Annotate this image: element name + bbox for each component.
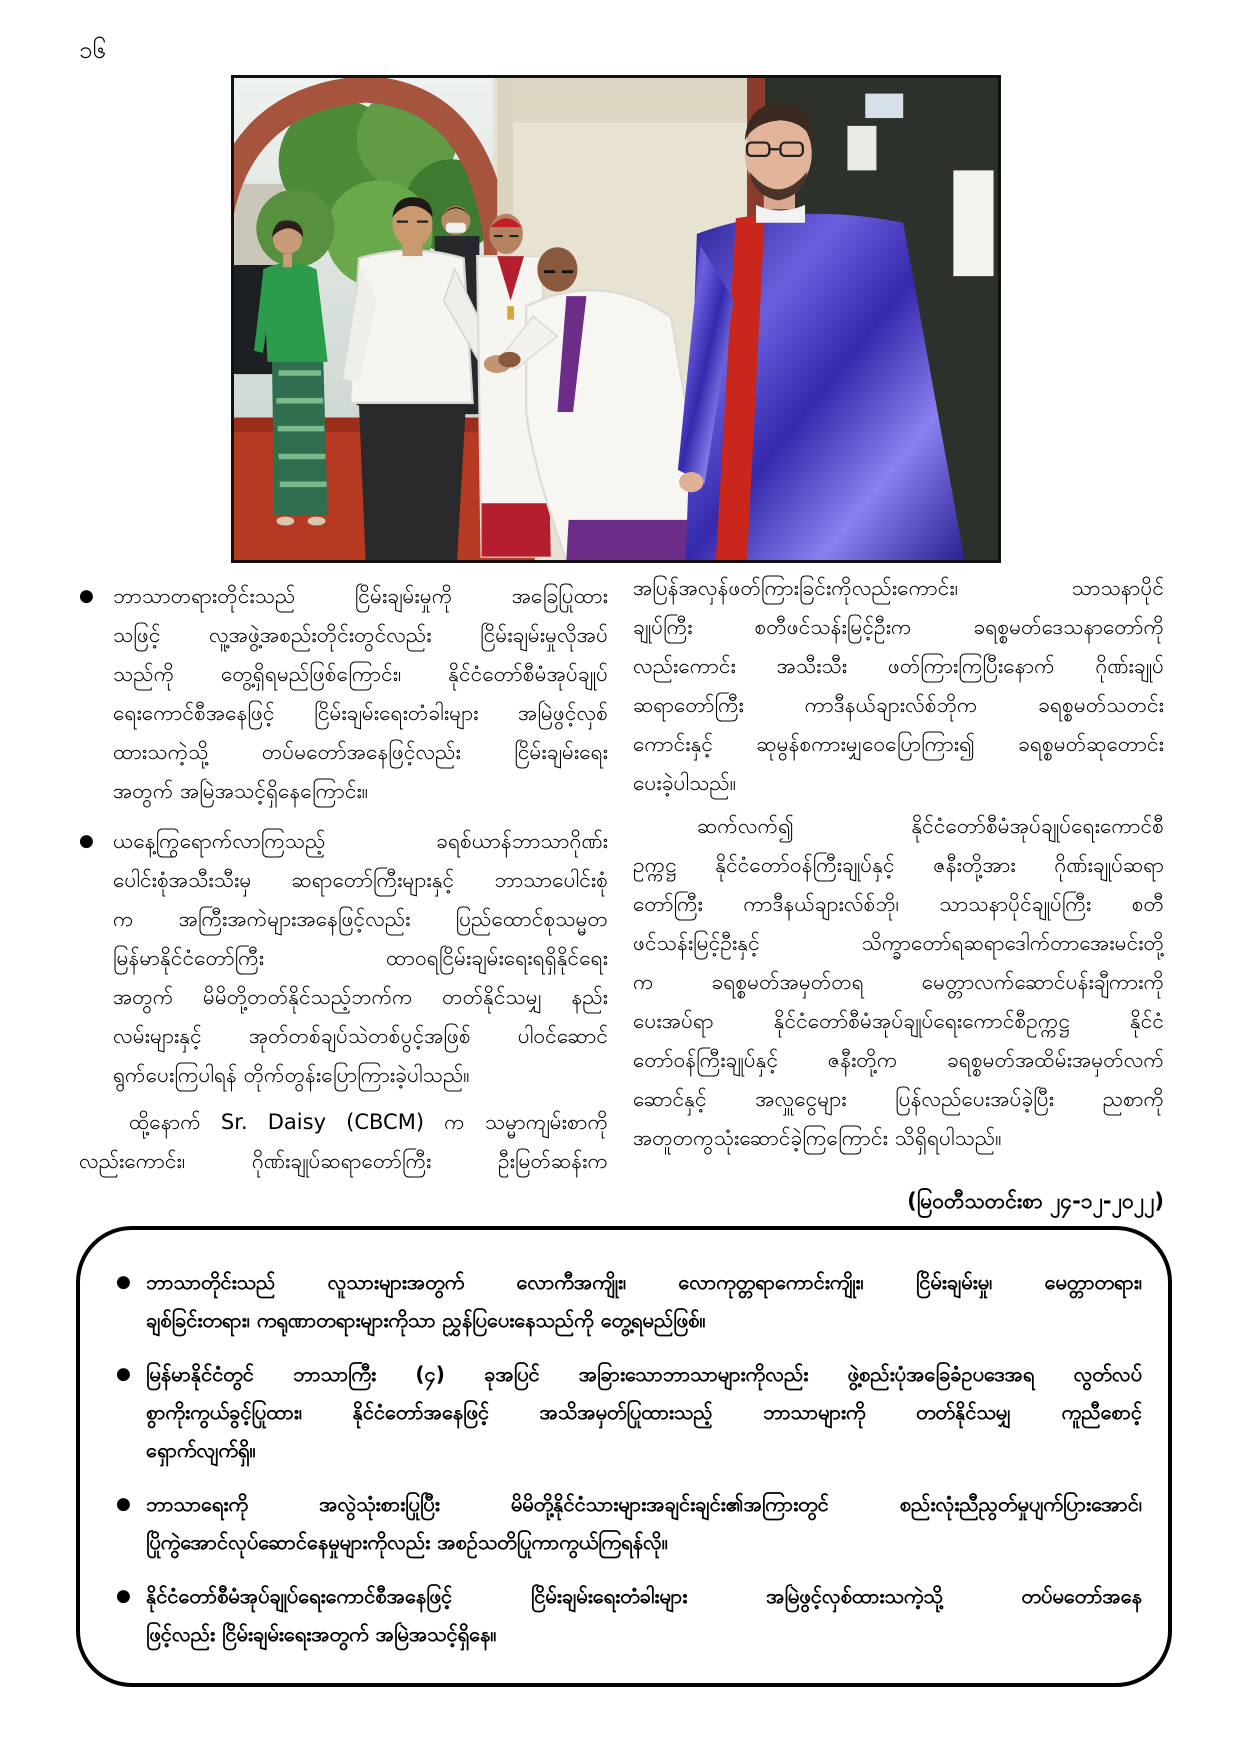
- summary-bullet-item: [116, 1263, 1142, 1339]
- text-line: ပြိုကွဲအောင်လုပ်ဆောင်နေမှုများကိုလည်း အစဉ်သတိပြုကာကွယ်ကြရန်လို။: [146, 1530, 668, 1554]
- bullet-dot-icon: ●: [79, 831, 94, 851]
- text-line: ပေါင်းစုံအသီးသီးမှ ဆရာတော်ကြီးများနှင့် ဘာသာပေါင်းစုံ: [113, 868, 608, 892]
- text-line: ထို့နောက် Sr. Daisy (CBCM) က သမ္မာကျမ်းစာကို: [129, 1110, 608, 1134]
- right-column: [633, 569, 1164, 1158]
- text-line: အတွက် မိမိတို့တတ်နိုင်သည့်ဘက်က တတ်နိုင်သမျှ နည်း: [113, 985, 608, 1009]
- text-line: သဖြင့် လူ့အဖွဲ့အစည်းတိုင်းတွင်လည်း ငြိမ်းချမ်းမှုလိုအပ်: [113, 623, 608, 647]
- text-line: ရွက်ပေးကြပါရန် တိုက်တွန်းပြောကြားခဲ့ပါသည်။: [113, 1063, 470, 1087]
- text-line: အပြန်အလှန်ဖတ်ကြားခြင်းကိုလည်းကောင်း၊ သာသနာပိုင်: [633, 576, 1164, 600]
- text-line: က ခရစ္စမတ်အမှတ်တရ မေတ္တာလက်ဆောင်ပန်းချီကားကို: [633, 970, 1164, 994]
- text-line: ဖြင့်လည်း ငြိမ်းချမ်းရေးအတွက် အမြဲအသင့်ရှိနေ။: [146, 1622, 497, 1646]
- text-line: ဘာသာတရားတိုင်းသည် ငြိမ်းချမ်းမှုကို အခြေပြုထား: [113, 584, 608, 608]
- text-line: တော်ဝန်ကြီးချုပ်နှင့် ဇနီးတို့က ခရစ္စမတ်အထိမ်းအမှတ်လက်: [633, 1048, 1164, 1072]
- text-line: ဖင်သန်းမြင့်ဦးနှင့် သိက္ခာတော်ရဆရာဒေါက်တာအေးမင်းတို့: [633, 931, 1164, 955]
- page-number: ၁၆: [79, 36, 106, 64]
- text-line: ပေးအပ်ရာ နိုင်ငံတော်စီမံအုပ်ချုပ်ရေးကောင်စီဥက္ကဋ္ဌ နိုင်ငံ: [633, 1009, 1164, 1033]
- text-line: ဆက်လက်၍ နိုင်ငံတော်စီမံအုပ်ချုပ်ရေးကောင်စီ: [697, 814, 1164, 838]
- text-line: မြန်မာနိုင်ငံတော်ကြီး ထာဝရငြိမ်းချမ်းရေးရရှိနိုင်ရေး: [113, 946, 608, 970]
- paragraph: [633, 569, 1164, 803]
- summary-box: [76, 1226, 1172, 1687]
- text-line: တော်ကြီး ကာဒီနယ်ချားလ်စ်ဘို၊ သာသနာပိုင်ချုပ်ကြီး စတီ: [633, 892, 1164, 916]
- text-line: မြန်မာနိုင်ငံတွင် ဘာသာကြီး (၄) ခုအပြင် အခြားသောဘာသာများကိုလည်း ဖွဲ့စည်းပုံအခြေခံဥပဒေအရ လွတ်လပ်: [146, 1362, 1142, 1386]
- summary-bullet-item: [116, 1485, 1142, 1561]
- text-line: သည်ကို တွေ့ရှိရမည်ဖြစ်ကြောင်း၊ နိုင်ငံတော်စီမံအုပ်ချုပ်: [113, 662, 608, 686]
- text-line: ရေးကောင်စီအနေဖြင့် ငြိမ်းချမ်းရေးတံခါးများ အမြဲဖွင့်လှစ်: [113, 701, 608, 725]
- paragraph: [633, 807, 1164, 1158]
- text-line: ပေးခဲ့ပါသည်။: [633, 771, 737, 795]
- text-line: က အကြီးအကဲများအနေဖြင့်လည်း ပြည်ထောင်စုသမ္မတ: [113, 907, 608, 931]
- text-line: နိုင်ငံတော်စီမံအုပ်ချုပ်ရေးကောင်စီအနေဖြင့် ငြိမ်းချမ်းရေးတံခါးများ အမြဲဖွင့်လှစ်ထားသကဲ့သို့ တပ်မတော်အနေ: [146, 1584, 1142, 1608]
- news-photo: [231, 75, 1001, 563]
- text-line: အတူတကွသုံးဆောင်ခဲ့ကြကြောင်း သိရှိရပါသည်။: [633, 1126, 1002, 1150]
- text-line: စွာကိုးကွယ်ခွင့်ပြုထား၊ နိုင်ငံတော်အနေဖြင့် အသိအမှတ်ပြုထားသည့် ဘာသာများကို တတ်နိုင်သမျှ ကူညီစောင့်: [146, 1400, 1142, 1424]
- text-line: ယနေ့ကြွရောက်လာကြသည့် ခရစ်ယာန်ဘာသာဂိုဏ်း: [113, 829, 608, 853]
- summary-list: [116, 1263, 1142, 1653]
- summary-bullet-item: [116, 1355, 1142, 1469]
- text-line: လည်းကောင်း၊ ဂိုဏ်းချုပ်ဆရာတော်ကြီး ဦးမြတ်ဆန်းက: [79, 1149, 608, 1173]
- text-line: ကောင်းနှင့် ဆုမွန်စကားမျှဝေပြောကြား၍ ခရစ္စမတ်ဆုတောင်း: [633, 732, 1164, 756]
- text-line: ချစ်ခြင်းတရား၊ ကရုဏာတရားများကိုသာ ညွှန်ပြပေးနေသည်ကို တွေ့ရမည်ဖြစ်။: [146, 1308, 706, 1332]
- bullet-dot-icon: ●: [116, 1272, 131, 1292]
- text-line: ဥက္ကဋ္ဌ နိုင်ငံတော်ဝန်ကြီးချုပ်နှင့် ဇနီးတို့အား ဂိုဏ်းချုပ်ဆရာ: [633, 853, 1164, 877]
- bullet-dot-icon: ●: [116, 1586, 131, 1606]
- summary-bullet-item: [116, 1577, 1142, 1653]
- text-line: ထားသကဲ့သို့ တပ်မတော်အနေဖြင့်လည်း ငြိမ်းချမ်းရေး: [113, 740, 608, 764]
- text-line: ဘာသာရေးကို အလွဲသုံးစားပြုပြီး မိမိတို့နိုင်ငံသားများအချင်းချင်း၏အကြားတွင် စည်းလုံးညီညွတ်မှုပျက်ပြားအောင်၊: [146, 1492, 1142, 1516]
- bullet-dot-icon: ●: [116, 1364, 131, 1384]
- bullet-item: [79, 822, 608, 1095]
- bullet-item: [79, 577, 608, 811]
- text-line: လမ်းများနှင့် အုတ်တစ်ချပ်သဲတစ်ပွင့်အဖြစ် ပါဝင်ဆောင်: [113, 1024, 608, 1048]
- text-line: ချုပ်ကြီး စတီဖင်သန်းမြင့်ဦးက ခရစ္စမတ်ဒေသနာတော်ကို: [633, 615, 1164, 639]
- bullet-dot-icon: ●: [116, 1494, 131, 1514]
- text-line: အတွက် အမြဲအသင့်ရှိနေကြောင်း။: [113, 779, 369, 803]
- left-column: [79, 577, 608, 1181]
- text-line: ဆရာတော်ကြီး ကာဒီနယ်ချားလ်စ်ဘိုက ခရစ္စမတ်သတင်း: [633, 693, 1164, 717]
- text-line: လည်းကောင်း အသီးသီး ဖတ်ကြားကြပြီးနောက် ဂိုဏ်းချုပ်: [633, 654, 1164, 678]
- source-credit: (မြဝတီသတင်းစာ ၂၄-၁၂-၂၀၂၂): [907, 1189, 1164, 1213]
- paragraph: [79, 1103, 608, 1181]
- text-line: ဘာသာတိုင်းသည် လူသားများအတွက် လောကီအကျိုး၊ လောကုတ္တရာကောင်းကျိုး၊ ငြိမ်းချမ်းမှု၊ မေတ္တာတရား၊: [146, 1270, 1142, 1294]
- photo-illustration: [234, 78, 998, 560]
- bullet-dot-icon: ●: [79, 586, 94, 606]
- text-line: ရှောက်လျက်ရှိ။: [146, 1438, 256, 1462]
- text-line: ဆောင်နှင့် အလှူငွေများ ပြန်လည်ပေးအပ်ခဲ့ပြီး ညစာကို: [633, 1087, 1164, 1111]
